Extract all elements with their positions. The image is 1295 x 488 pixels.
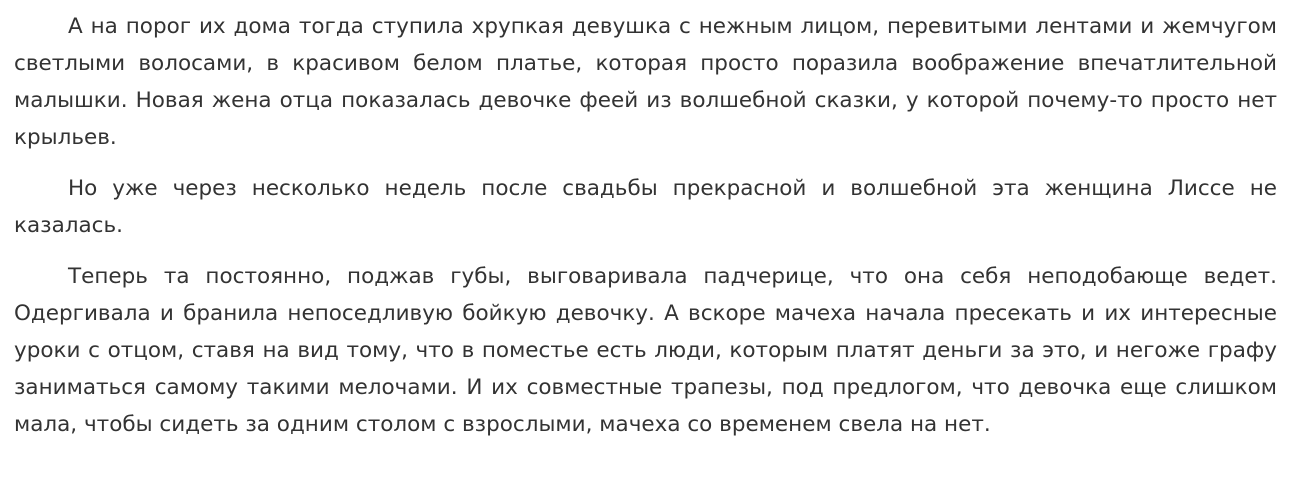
paragraph: А на порог их дома тогда ступила хрупкая девушка с нежным лицом, перевитыми лентами и жемчугом светлыми волосами, в красивом белом платье, которая просто поразила воображение впечатлительной малышки. Новая жена отца показалась девочке феей из волшебной сказки, у которой почему-то просто нет крыльев. [14, 14, 1277, 150]
paragraph: Теперь та постоянно, поджав губы, выговаривала падчерице, что она себя неподобающе ведет. Одергивала и бранила непоседливую бойкую девочку. А вскоре мачеха начала пресекать и их интересные уроки с отцом, ставя на вид тому, что в поместье есть люди, которым платят деньги за это, и негоже графу заниматься самому такими мелочами. И их совместные трапезы, под предлогом, что девочка еще слишком мала, чтобы сидеть за одним столом с взрослыми, мачеха со временем свела на нет. [14, 264, 1277, 437]
paragraph: Но уже через несколько недель после свадьбы прекрасной и волшебной эта женщина Лиссе не казалась. [14, 176, 1277, 238]
